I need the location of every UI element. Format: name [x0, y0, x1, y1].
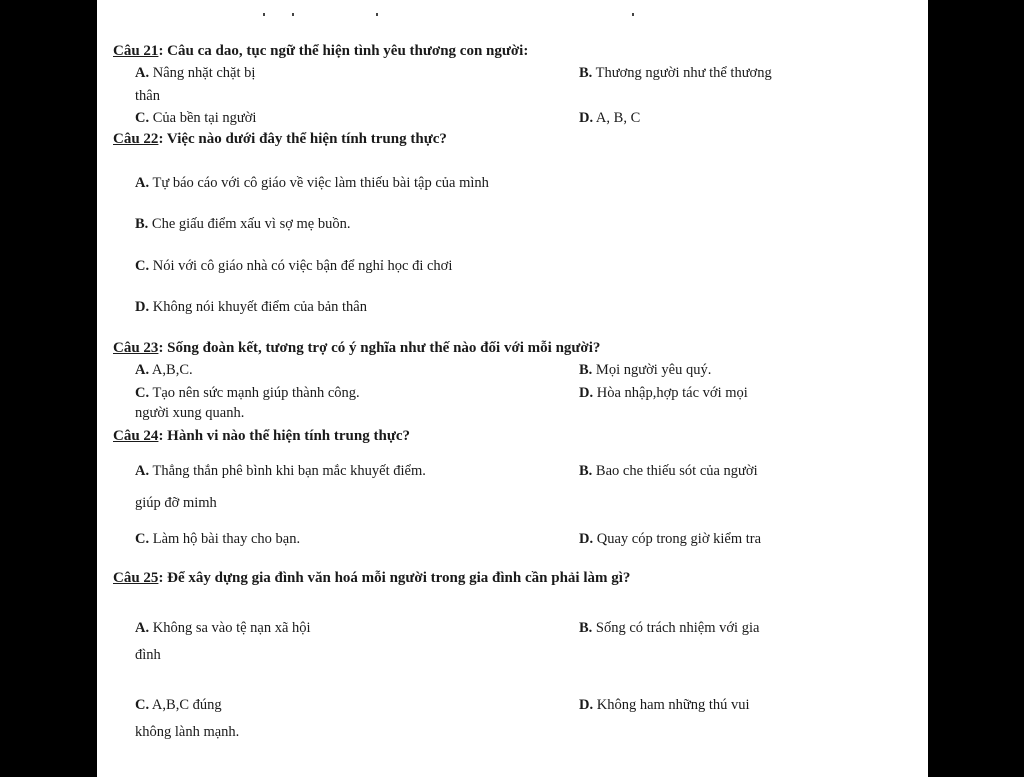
question-22-option-a: A. Tự báo cáo với cô giáo về việc làm thiếu bài tập của mình — [135, 175, 489, 191]
question-25-option-a: A. Không sa vào tệ nạn xã hội — [135, 620, 311, 636]
question-24-option-b-continued: giúp đỡ mimh — [135, 495, 217, 511]
question-24-number: Câu 24 — [113, 428, 159, 444]
question-21-option-a: A. Nâng nhặt chặt bị — [135, 65, 256, 81]
question-21-heading — [113, 43, 528, 60]
question-21-option-b: B. Thương người như thể thương — [579, 65, 772, 81]
question-22-option-d: D. Không nói khuyết điểm của bản thân — [135, 299, 367, 315]
question-24-option-a: A. Thẳng thắn phê bình khi bạn mắc khuyết điểm. — [135, 463, 426, 479]
question-23-number: Câu 23 — [113, 340, 159, 356]
document-page — [97, 0, 928, 777]
question-25-heading — [113, 570, 630, 587]
question-23-option-a: A. A,B,C. — [135, 362, 193, 378]
question-25-option-b-continued: đình — [135, 647, 161, 663]
question-22-number: Câu 22 — [113, 131, 159, 147]
question-25-text: : Để xây dựng gia đình văn hoá mỗi người trong gia đình cần phải làm gì? — [158, 570, 631, 586]
question-24-heading — [113, 428, 410, 445]
question-25-option-b: B. Sống có trách nhiệm với gia — [579, 620, 760, 636]
question-23-option-b: B. Mọi người yêu quý. — [579, 362, 712, 378]
question-25-option-c: C. A,B,C đúng — [135, 697, 222, 713]
question-23-heading — [113, 340, 600, 357]
question-25-option-d-continued: không lành mạnh. — [135, 724, 240, 740]
question-22-text: : Việc nào dưới đây thể hiện tính trung thực? — [158, 131, 447, 147]
question-21-option-d: D. A, B, C — [579, 110, 641, 126]
question-23-option-c: C. Tạo nên sức mạnh giúp thành công. — [135, 385, 360, 401]
question-21-option-c: C. Của bền tại người — [135, 110, 257, 126]
question-22-option-c: C. Nói với cô giáo nhà có việc bận để nghỉ học đi chơi — [135, 258, 453, 274]
question-21-text: : Câu ca dao, tục ngữ thể hiện tình yêu thương con người: — [158, 43, 529, 59]
question-25-number: Câu 25 — [113, 570, 159, 586]
question-24-option-d: D. Quay cóp trong giờ kiểm tra — [579, 531, 762, 547]
question-23-option-d-continued: người xung quanh. — [135, 405, 245, 421]
question-21-option-b-continued: thân — [135, 88, 160, 104]
question-23-option-d: D. Hòa nhập,hợp tác với mọi — [579, 385, 748, 401]
question-22-heading — [113, 131, 447, 148]
question-21-number: Câu 21 — [113, 43, 159, 59]
question-24-text: : Hành vi nào thể hiện tính trung thực? — [158, 428, 410, 444]
question-23-text: : Sống đoàn kết, tương trợ có ý nghĩa như thế nào đối với mỗi người? — [158, 340, 601, 356]
question-24-option-c: C. Làm hộ bài thay cho bạn. — [135, 531, 301, 547]
question-24-option-b: B. Bao che thiếu sót của người — [579, 463, 758, 479]
top-margin-marks — [97, 13, 928, 19]
question-22-option-b: B. Che giấu điểm xấu vì sợ mẹ buồn. — [135, 216, 351, 232]
question-25-option-d: D. Không ham những thú vui — [579, 697, 750, 713]
